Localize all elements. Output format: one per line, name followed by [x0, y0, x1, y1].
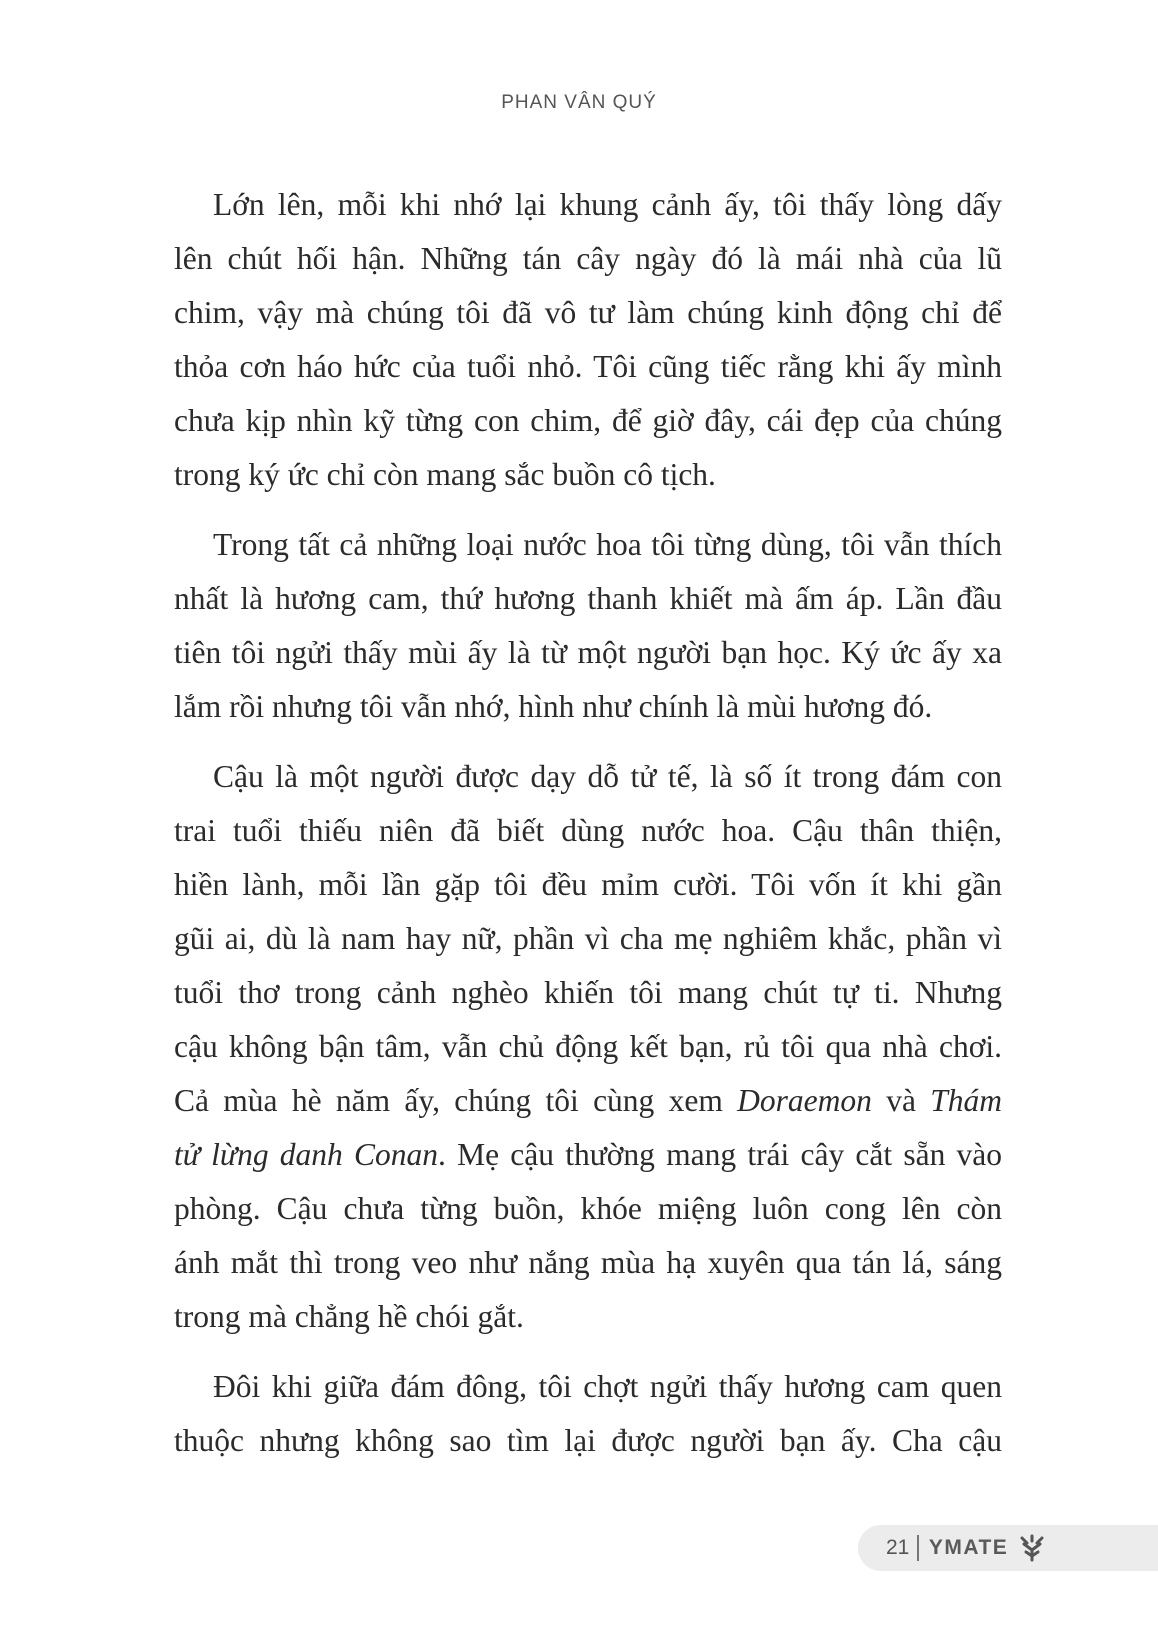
text-run: và [871, 1083, 931, 1118]
text-run: . Mẹ cậu thường mang trái cây cắt sẵn vào [438, 1137, 1003, 1172]
paragraph-4 [174, 1360, 1002, 1468]
text-line [174, 1128, 1002, 1182]
text-line: thỏa cơn háo hức của tuổi nhỏ. Tôi cũng tiếc rằng khi ấy mình [174, 349, 1002, 384]
footer-divider [917, 1535, 919, 1561]
text-line: chim, vậy mà chúng tôi đã vô tư làm chúng kinh động chỉ để [174, 295, 1002, 330]
text-line: Cậu là một người được dạy dỗ tử tế, là số ít trong đám con [213, 759, 1002, 794]
book-title-conan-part-2: tử lừng danh Conan [174, 1137, 438, 1172]
text-line: thuộc nhưng không sao tìm lại được người bạn ấy. Cha cậu [174, 1423, 1002, 1458]
body-text [174, 178, 1002, 1484]
text-line: chưa kịp nhìn kỹ từng con chim, để giờ đây, cái đẹp của chúng [174, 403, 1002, 438]
text-line: Lớn lên, mỗi khi nhớ lại khung cảnh ấy, tôi thấy lòng dấy [213, 187, 1002, 222]
paragraph-2 [174, 518, 1002, 734]
text-line: Đôi khi giữa đám đông, tôi chợt ngửi thấy hương cam quen [213, 1369, 1002, 1404]
text-line: ánh mắt thì trong veo như nắng mùa hạ xuyên qua tán lá, sáng [174, 1245, 1002, 1280]
text-line: lắm rồi nhưng tôi vẫn nhớ, hình như chính là mùi hương đó. [174, 689, 933, 724]
page-footer-tab [858, 1525, 1158, 1571]
text-line: trong mà chẳng hề chói gắt. [174, 1299, 524, 1334]
book-title-doraemon: Doraemon [737, 1083, 872, 1118]
text-line: phòng. Cậu chưa từng buồn, khóe miệng luôn cong lên còn [174, 1191, 1002, 1226]
ymate-logo-icon [1017, 1533, 1047, 1563]
text-line: Trong tất cả những loại nước hoa tôi từng dùng, tôi vẫn thích [213, 527, 1002, 562]
text-line: tiên tôi ngửi thấy mùi ấy là từ một người bạn học. Ký ức ấy xa [174, 635, 1002, 670]
text-line: trai tuổi thiếu niên đã biết dùng nước hoa. Cậu thân thiện, [174, 813, 1002, 848]
text-line: tuổi thơ trong cảnh nghèo khiến tôi mang chút tự ti. Nhưng [174, 975, 1002, 1010]
brand-name: YMATE [928, 1536, 1009, 1559]
running-head-author: PHAN VÂN QUÝ [501, 92, 657, 113]
text-line: hiền lành, mỗi lần gặp tôi đều mỉm cười. Tôi vốn ít khi gần [174, 867, 1002, 902]
paragraph-1 [174, 178, 1002, 502]
text-line: lên chút hối hận. Những tán cây ngày đó là mái nhà của lũ [174, 241, 1002, 276]
page-number: 21 [886, 1536, 910, 1559]
book-title-conan-part-1: Thám [930, 1083, 1002, 1118]
paragraph-3 [174, 750, 1002, 1344]
text-line [174, 1074, 1002, 1128]
text-line: cậu không bận tâm, vẫn chủ động kết bạn, rủ tôi qua nhà chơi. [174, 1029, 1002, 1064]
footer-content [886, 1525, 1047, 1571]
text-line: trong ký ức chỉ còn mang sắc buồn cô tịch. [174, 457, 716, 492]
text-run: Cả mùa hè năm ấy, chúng tôi cùng xem [174, 1083, 738, 1118]
text-line: nhất là hương cam, thứ hương thanh khiết mà ấm áp. Lần đầu [174, 581, 1002, 616]
text-line: gũi ai, dù là nam hay nữ, phần vì cha mẹ nghiêm khắc, phần vì [174, 921, 1002, 956]
